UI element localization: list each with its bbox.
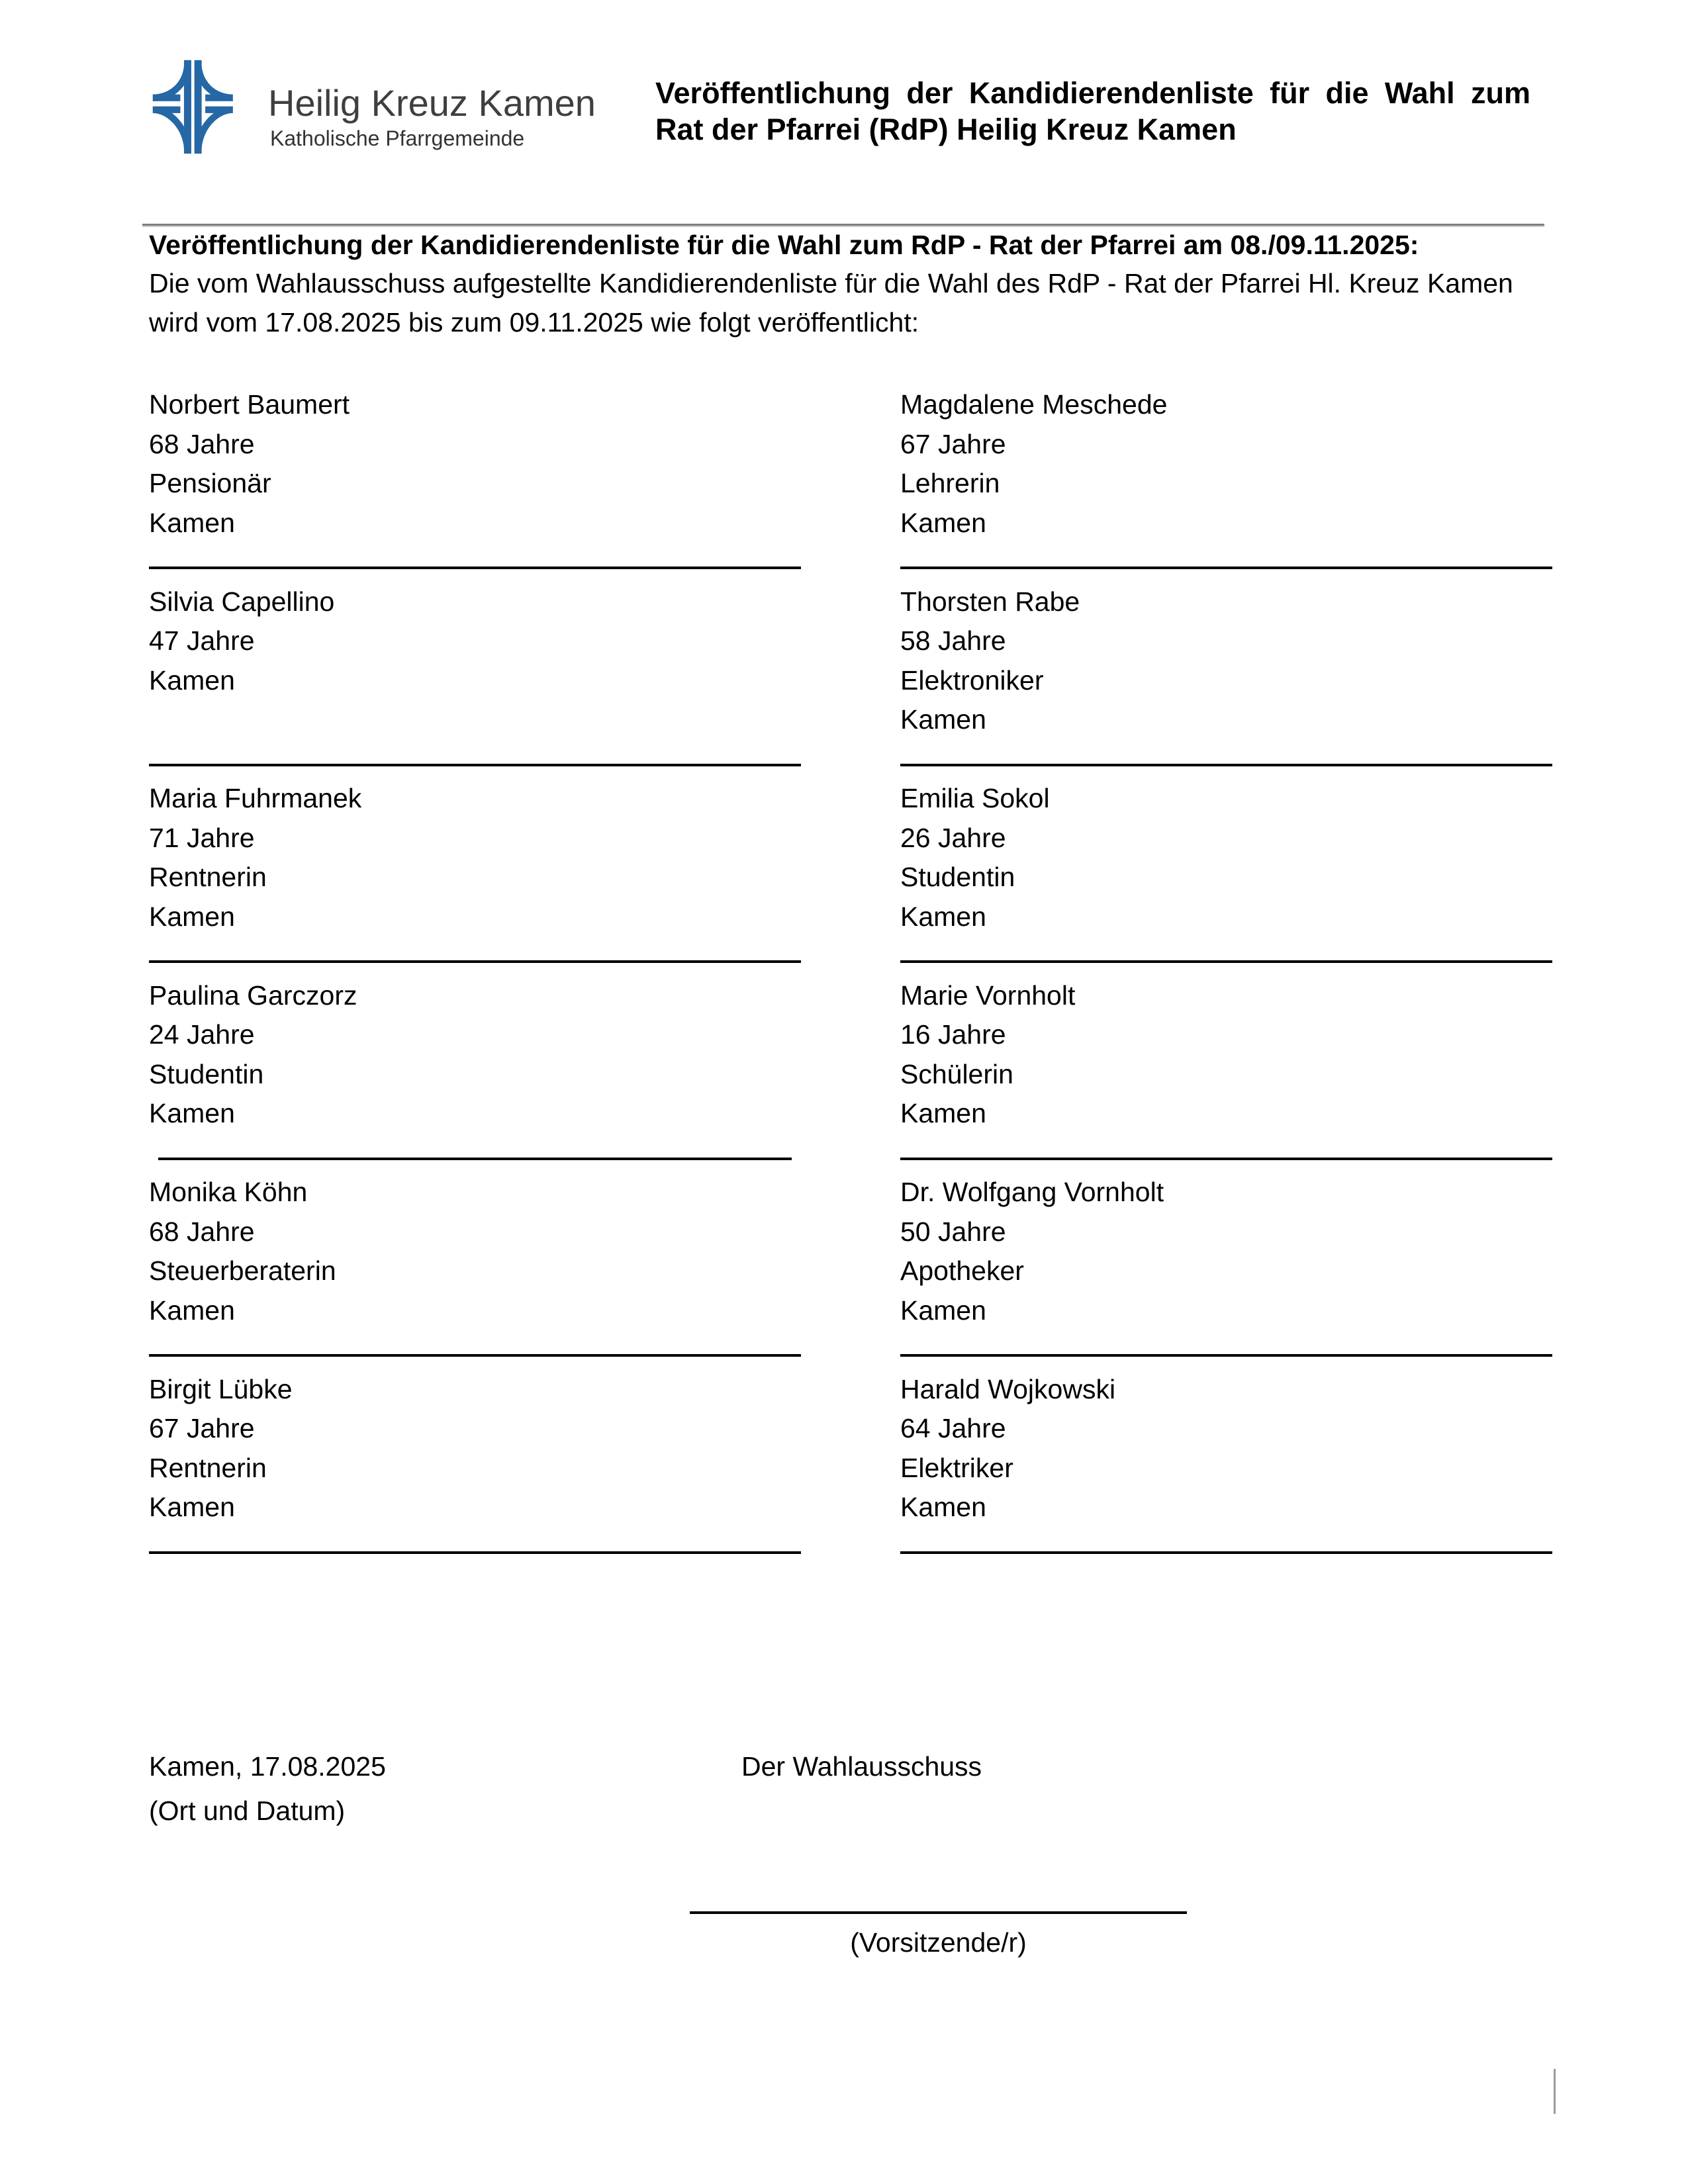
- intro-body-line2: wird vom 17.08.2025 bis zum 09.11.2025 wie folgt veröffentlicht:: [149, 307, 919, 338]
- candidate-age: 67 Jahre: [149, 1413, 255, 1443]
- candidate-card: [900, 582, 1552, 780]
- candidate-list: [149, 385, 1552, 1567]
- place-date-label: (Ort und Datum): [149, 1796, 346, 1826]
- candidate-city: Kamen: [149, 664, 235, 696]
- candidate-age: 50 Jahre: [900, 1216, 1006, 1247]
- candidate-card: [149, 582, 801, 780]
- candidate-age: 26 Jahre: [900, 822, 1006, 853]
- candidate-age: 24 Jahre: [149, 1019, 255, 1050]
- signature-line: [158, 1158, 792, 1160]
- signature-line: [900, 1158, 1552, 1160]
- candidate-card: [149, 779, 801, 976]
- candidate-card: [900, 385, 1552, 582]
- election-committee: Der Wahlausschuss: [741, 1751, 982, 1782]
- candidate-occupation: Steuerberaterin: [149, 1255, 336, 1286]
- signature-line: [149, 1354, 801, 1357]
- candidate-name: Thorsten Rabe: [900, 586, 1080, 617]
- candidate-occupation: Apotheker: [900, 1255, 1024, 1286]
- candidate-occupation: Rentnerin: [149, 862, 267, 892]
- candidate-name: Norbert Baumert: [149, 389, 350, 420]
- candidate-city: Kamen: [900, 507, 986, 538]
- candidate-card: [149, 1370, 801, 1567]
- candidate-city: Kamen: [900, 901, 986, 932]
- candidate-city: Kamen: [149, 507, 235, 538]
- candidate-age: 71 Jahre: [149, 822, 255, 853]
- document-title: [655, 75, 1530, 148]
- page-edge-tick: [1554, 2069, 1556, 2114]
- candidate-card: [900, 1370, 1552, 1567]
- candidate-age: 68 Jahre: [149, 428, 255, 459]
- candidate-card: [149, 1173, 801, 1370]
- candidate-name: Paulina Garczorz: [149, 979, 357, 1011]
- signature-line: [900, 567, 1552, 569]
- org-subtitle: Katholische Pfarrgemeinde: [270, 126, 525, 150]
- candidate-card: [149, 385, 801, 582]
- signature-line: [900, 764, 1552, 766]
- candidate-card: [900, 1173, 1552, 1370]
- candidate-card: [900, 779, 1552, 976]
- chair-label: (Vorsitzende/r): [850, 1927, 1027, 1958]
- candidate-name: Monika Köhn: [149, 1177, 308, 1207]
- candidate-card: [900, 976, 1552, 1173]
- candidate-city: Kamen: [900, 1492, 986, 1522]
- candidate-occupation: Pensionär: [149, 468, 271, 498]
- chair-signature-line: [690, 1911, 1187, 1914]
- signature-line: [149, 960, 801, 963]
- candidate-age: 16 Jahre: [900, 1019, 1006, 1050]
- org-name: Heilig Kreuz Kamen: [268, 82, 596, 124]
- candidate-occupation: Elektriker: [900, 1452, 1013, 1483]
- candidate-occupation: Studentin: [149, 1058, 264, 1089]
- candidate-occupation: Elektroniker: [900, 664, 1044, 696]
- candidate-name: Maria Fuhrmanek: [149, 783, 362, 813]
- candidate-city: Kamen: [149, 1492, 235, 1522]
- candidate-age: 64 Jahre: [900, 1413, 1006, 1443]
- candidate-occupation: Schülerin: [900, 1058, 1013, 1089]
- candidate-occupation: Rentnerin: [149, 1452, 267, 1483]
- candidate-name: Marie Vornholt: [900, 979, 1076, 1011]
- candidate-age: 58 Jahre: [900, 625, 1006, 656]
- signature-line: [149, 764, 801, 766]
- intro-heading: Veröffentlichung der Kandidierendenliste für die Wahl zum RdP - Rat der Pfarrei am 08./09.11.2025:: [149, 230, 1419, 260]
- candidate-name: Dr. Wolfgang Vornholt: [900, 1177, 1164, 1207]
- candidate-city: Kamen: [900, 1098, 986, 1128]
- candidate-city: Kamen: [900, 1295, 986, 1326]
- signature-line: [900, 1354, 1552, 1357]
- candidate-city: Kamen: [900, 704, 986, 735]
- document-title-line1: Veröffentlichung der Kandidierendenliste für die Wahl zum: [655, 76, 1530, 110]
- signature-line: [149, 567, 801, 569]
- candidate-card: [149, 976, 801, 1173]
- candidate-name: Silvia Capellino: [149, 586, 335, 617]
- candidate-name: Emilia Sokol: [900, 783, 1050, 813]
- candidate-age: 67 Jahre: [900, 428, 1006, 459]
- candidate-city: Kamen: [149, 1098, 235, 1128]
- intro-body-line1: Die vom Wahlausschuss aufgestellte Kandidierendenliste für die Wahl des RdP - Rat der Pfarrei Hl. Kreuz Kamen: [149, 268, 1513, 298]
- candidate-age: 47 Jahre: [149, 625, 255, 656]
- candidate-occupation: Lehrerin: [900, 468, 1000, 498]
- candidate-name: Magdalene Meschede: [900, 389, 1168, 420]
- document-title-line2: Rat der Pfarrei (RdP) Heilig Kreuz Kamen: [655, 113, 1237, 146]
- candidate-city: Kamen: [149, 901, 235, 932]
- candidate-name: Harald Wojkowski: [900, 1373, 1116, 1404]
- candidate-city: Kamen: [149, 1295, 235, 1326]
- interchange-cross-icon: [138, 55, 247, 159]
- signature-line: [900, 1551, 1552, 1554]
- place-and-date: Kamen, 17.08.2025: [149, 1751, 386, 1782]
- candidate-name: Birgit Lübke: [149, 1373, 293, 1404]
- candidate-occupation: Studentin: [900, 862, 1015, 892]
- signature-line: [900, 960, 1552, 963]
- signature-line: [149, 1551, 801, 1554]
- candidate-age: 68 Jahre: [149, 1216, 255, 1247]
